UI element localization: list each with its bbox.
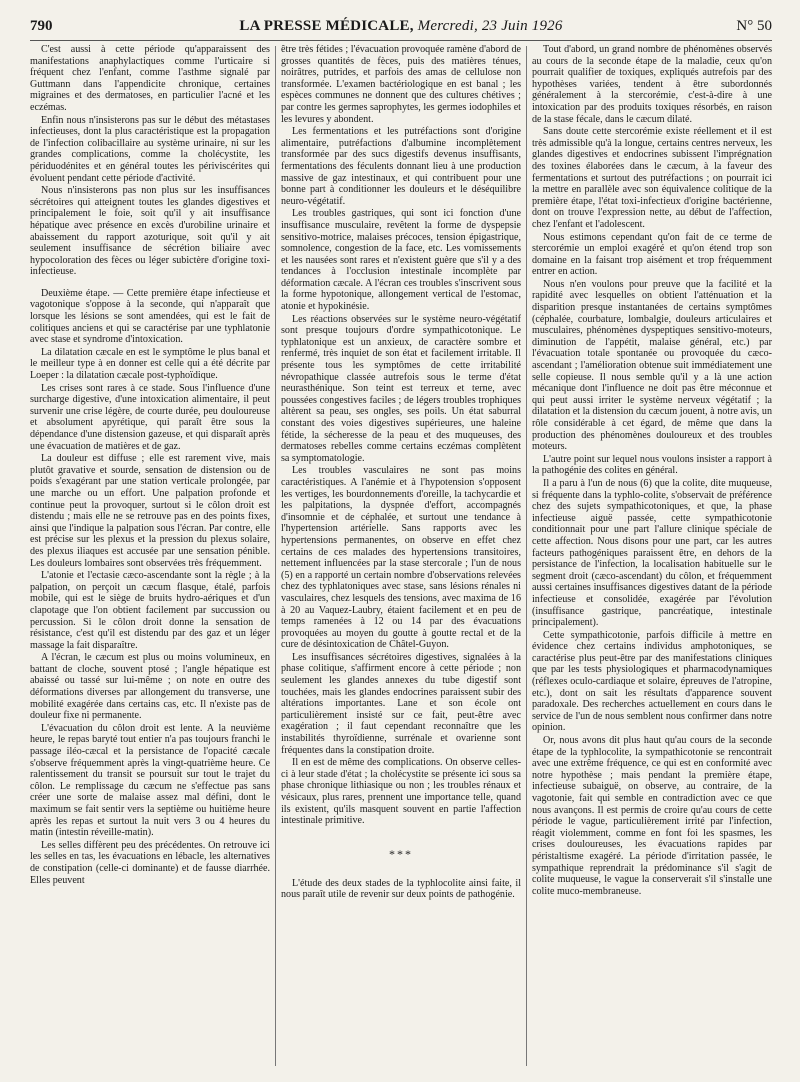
- journal-title-line: [30, 18, 772, 35]
- journal-title: LA PRESSE MÉDICALE,: [239, 18, 414, 34]
- paragraph: Les crises sont rares à ce stade. Sous l'influence d'une surcharge digestive, d'une intoxication alimentaire, il peut survenir une crise légère, de courte durée, peu douloureuse et absolument apyrétique, qui paraît être sous la dépendance d'une distension gazeuse, et qui disparaît après une évacuation de matières et de gaz.: [30, 382, 270, 452]
- paragraph: Il a paru à l'un de nous (6) que la colite, dite muqueuse, si fréquente dans la typhlo-colite, s'observait de préférence chez des sujets sympathicotoniques, et que, la phase infectieuse aiguë passée, cette sympathicotonie conditionnait pour une part l'allure clinique spéciale de cette affection. Nous disons pour une part, car les autres facteurs pathogéniques paraissent être, en dehors de la persistance de l'infection, la localisation habituelle sur le segment droit (cæco-ascendant) du côlon, et fréquemment aussi certaines insuffisances digestives datant de la période infectieuse et consolidée, exagérée par l'évolution (insuffisance gastrique, pancréatique, intestinale principalement).: [532, 477, 772, 629]
- column-divider: [526, 46, 527, 1066]
- page-header: [30, 18, 772, 40]
- paragraph: Nous estimons cependant qu'on fait de ce terme de stercorémie un emploi exagéré et qu'on étend trop son domaine en la faisant trop aisément et trop fréquemment entrer en action.: [532, 231, 772, 278]
- paragraph: L'atonie et l'ectasie cæco-ascendante sont la règle ; à la palpation, on perçoit un cæcum flasque, étalé, parfois mobile, qui est le siège de bruits hydro-aériques et d'un clapotage que l'on obtient facilement par succussion ou percussion. Si le côlon droit donne la sensation de résistance, c'est qu'il est distendu par des gaz et un léger massage la fait disparaître.: [30, 570, 270, 651]
- asterism-separator: ***: [389, 846, 413, 861]
- paragraph: être très fétides ; l'évacuation provoquée ramène d'abord de grosses quantités de fèces, puis des matières ténues, noirâtres, putrides, et parfois des amas de cellulose non transformée. L'examen bactériologique en est banal ; les espèces communes ne donnent que des cultures chétives ; par contre les germes saprophytes, les germes iodophiles et les levures y abondent.: [281, 44, 521, 125]
- paragraph: L'autre point sur lequel nous voulons insister a rapport à la pathogénie des colites en général.: [532, 453, 772, 477]
- paragraph: Les fermentations et les putréfactions sont d'origine alimentaire, putréfactions d'albumine incomplètement transformée par des sucs digestifs devenus insuffisants, fermentations des féculents donnant lieu à une production massive de gaz intestinaux, et qui contribuent pour une bonne part à conditionner les douleurs et le déséquilibre neuro-végétatif.: [281, 126, 521, 207]
- page-number: 790: [30, 18, 53, 34]
- paragraph: Les insuffisances sécrétoires digestives, signalées à la phase colitique, s'affirment encore à cette période ; non seulement les glandes annexes du tube digestif sont touchées, mais les glandes endocrines paraissent subir des altérations importantes. Lane et son école ont particulièrement insisté sur ce fait, peut-être avec exagération ; il faut cependant reconnaître que les instabilités thyroïdienne, surrénale et ovarienne sont fréquentes dans la constipation droite.: [281, 651, 521, 756]
- paragraph: L'étude des deux stades de la typhlocolite ainsi faite, il nous paraît utile de revenir sur deux points de pathogénie.: [281, 877, 521, 901]
- paragraph: La douleur est diffuse ; elle est rarement vive, mais plutôt gravative et sourde, sensation de distension ou de poids s'exagérant par une station verticale prolongée, par une marche ou un effort. Une palpation profonde et continue peut la provoquer, surtout si le côlon droit est distendu ; mais elle ne se retrouve pas en des points fixes, ainsi que l'indique la palpation sous l'écran. Par contre, elle est précise sur les plexus et la pression du plexus solaire, des plexus iliaques est accusée par une sensation pénible. Les douleurs lombaires sont observées très fréquemment.: [30, 453, 270, 569]
- section-paragraph: Deuxième étape. — Cette première étape infectieuse et vagotonique s'oppose à la seconde, qui n'apparaît que lorsque les lésions se sont amendées, qui est le fait de colitiques anciens et qui se caractérise par une typhlatonie avec stase et syndrome d'intoxication.: [30, 287, 270, 346]
- paragraph: Enfin nous n'insisterons pas sur le début des métastases infectieuses, dont la plus caractéristique est la propagation de l'infection colibacillaire au système urinaire, ni sur les grandes complications, comme la cholécystite, les périduodénites et en général toutes les périviscérites qui évoluent pendant cette période d'activité.: [30, 114, 270, 184]
- paragraph: Cette sympathicotonie, parfois difficile à mettre en évidence chez certains individus amphotoniques, se caractérise plus peut-être par des manifestations cliniques que par les tests physiologiques et pharmacodynamiques (réflexes oculo-cardiaque et solaire, épreuves de l'atropine, etc.), dont on sait les résultats d'apparence souvent paradoxale. Des recherches actuellement en cours dans le service de l'un de nous semblent nous confirmer dans notre opinion.: [532, 629, 772, 734]
- paragraph: Les réactions observées sur le système neuro-végétatif sont presque toujours d'ordre sympathicotonique. Le typhlatonique est un anxieux, de caractère sombre et renfermé, très inquiet de son état et facilement irritable. Il présente tous les symptômes de cette irritabilité névropathique classée autrefois sous le terme d'état neurasthénique. Son teint est terreux et terne, avec poussées congestives faciles ; de légers troubles trophiques altèrent sa peau, ses ongles, ses poils. Un état saburral constant des voies digestives supérieures, une haleine fétide, la sécheresse de la peau et des muqueuses, des dermatoses rebelles comme certains eczémas complètent sa symptomatologie.: [281, 313, 521, 464]
- paragraph: Les selles diffèrent peu des précédentes. On retrouve ici les selles en tas, les évacuations en lébacle, les alternatives de constipation (celle-ci dominante) et de fausse diarrhée. Elles peuvent: [30, 839, 270, 886]
- header-rule: [30, 40, 772, 41]
- issue-number: N° 50: [736, 18, 772, 34]
- text-column-1: [30, 44, 270, 1074]
- paragraph: Nous n'en voulons pour preuve que la facilité et la rapidité avec lesquelles on obtient l'atténuation et la disparition presque instantanées de certains symptômes (céphalée, courbature, lombalgie, douleurs articulaires et musculaires, phénomènes dyspeptiques sensitivo-moteurs, diminution de l'appétit, malaise général, etc.) par l'évacuation totale spontanée ou provoquée du cæco-ascendant ; l'amélioration obtenue suit immédiatement une selle copieuse. Il nous semble qu'il y a là une action mécanique dont l'influence ne doit pas être méconnue et qui peut aussi irriter le système nerveux végétatif ; la dilatation et la distension du cæcum jouent, à notre avis, un rôle considérable à cet égard, de même que dans la production des phénomènes douloureux et des troubles moteurs.: [532, 278, 772, 453]
- column-divider: [275, 46, 276, 1066]
- paragraph: Les troubles gastriques, qui sont ici fonction d'une insuffisance musculaire, revêtent la forme de dyspepsie sensitivo-motrice, malaises précoces, tension épigastrique, somnolence, congestion de la face, etc. Les vomissements et les nausées sont rares et n'existent guère que s'il y a des tendances à l'occlusion intestinale incomplète par déformation cæcale. A l'écran ces troubles s'inscrivent sous la forme hypotonique, allongement vertical de l'estomac, atonie et hypokinésie.: [281, 208, 521, 313]
- paragraph: Sans doute cette stercorémie existe réellement et il est très admissible qu'à la longue, certains centres nerveux, les glandes digestives et endocrines subissent l'imprégnation des toxines élaborées dans le cæcum, à la faveur des fermentations et surtout des putréfactions ; on pourrait ici la mettre en parallèle avec son équivalence colitique de la première étape, l'état toxi-infectieux d'origine bactérienne, dont on trouve l'expression nette, au début de l'affection, chez l'enfant et l'adolescent.: [532, 126, 772, 230]
- paragraph: Tout d'abord, un grand nombre de phénomènes observés au cours de la seconde étape de la maladie, ceux qu'on pourrait qualifier de toxiques, expliqués autrefois par des hypothèses variées, tendent à être subordonnés généralement à la stercorémie, c'est-à-dire à une intoxication par des produits toxiques résorbés, en raison de la stase fécale, dans le cæcum dilaté.: [532, 44, 772, 125]
- paragraph: Nous n'insisterons pas non plus sur les insuffisances sécrétoires qui atteignent toutes les glandes digestives et principalement le foie, soit qu'il y ait insuffisance hépatique avec présence en excès d'urobiline urinaire et abaissement du rapport azoturique, soit qu'il y ait seulement insuffisance de sécrétion biliaire avec hypocoloration des fèces ou léger subictère d'origine toxi-infectieuse.: [30, 185, 270, 278]
- issue-date: Mercredi, 23 Juin 1926: [417, 18, 563, 34]
- text-column-2: [281, 44, 521, 1074]
- paragraph: C'est aussi à cette période qu'apparaissent des manifestations anaphylactiques comme l'urticaire si fréquent chez l'enfant, comme l'asthme signalé par Guttmann dans l'appendicite chronique, certaines migraines et des dermatoses, en particulier l'acné et les eczémas.: [30, 44, 270, 113]
- paragraph: Les troubles vasculaires ne sont pas moins caractéristiques. A l'anémie et à l'hypotension s'opposent les vertiges, les bourdonnements d'oreille, la tachycardie et les palpitations, la dyspnée d'effort, accompagnés d'insomnie et de céphalée, et surtout une tendance à l'hypertension artérielle. Sans rapports avec les hypertensions permanentes, on observe en effet chez certains de ces malades des hypertensions transitoires, nettement influencées par la stase stercorale ; l'un de nous (5) en a rapporté un certain nombre d'observations relevées chez des typhlatoniques avec stase, sans lésions rénales ni vasculaires, chez lesquels des tensions, avec maxima de 16 à 20 au Vaquez-Laubry, étaient facilement et en peu de temps ramenées à 12 ou 14 par des évacuations provoquées au moyen du goutte à goutte rectal et de la cure de désintoxication de Châtel-Guyon.: [281, 465, 521, 651]
- paragraph: La dilatation cæcale en est le symptôme le plus banal et le meilleur type à en donner est celle qui a été décrite par Loeper : la dilatation cæcale post-typhoïdique.: [30, 346, 270, 382]
- paragraph: Or, nous avons dit plus haut qu'au cours de la seconde étape de la typhlocolite, la sympathicotonie se rencontrait avec une extrême fréquence, ce qui est en conformité avec notre hypothèse ; mais pendant la première étape, infectieuse subaiguë, on observe, au contraire, de la vagotonie, fait qui semble en contradiction avec ce que nous avançons. Il est permis de croire qu'au cours de cette période le vague, particulièrement irrité par l'infection, réagit violemment, comme en font foi les spasmes, les crises douloureuses, les évacuations rapides par péristaltisme exagéré. La période d'irritation passée, le sympathique reprendrait la prédominance s'il s'agit de colite muqueuse, le vague la conserverait s'il s'installe une colite muco-membraneuse.: [532, 735, 772, 897]
- text-column-3: [532, 44, 772, 1074]
- paragraph: Il en est de même des complications. On observe celles-ci à leur stade d'état ; la cholécystite se présente ici sous sa phase chronique lithiasique ou non ; les troubles rénaux et vésicaux, plus rares, prennent une importance telle, quand ils existent, qu'ils masquent souvent en partie l'affection intestinale primitive.: [281, 757, 521, 827]
- paragraph: A l'écran, le cæcum est plus ou moins volumineux, en battant de cloche, souvent ptosé ; l'angle hépatique est abaissé ou tassé sur lui-même ; on note en outre des déformations diverses par allongement du transverse, une mobilité exagérée dans certains cas, etc. Il n'existe pas de douleur fixe ni permanente.: [30, 652, 270, 722]
- paragraph: L'évacuation du côlon droit est lente. A la neuvième heure, le repas baryté tout entier n'a pas toujours franchi le passage iléo-cæcal et la persistance de l'opacité cæcale s'observe fréquemment après la vingt-quatrième heure. Ce ralentissement du transit se poursuit sur tout le trajet du côlon. Le remplissage du cæcum ne s'effectue pas sans créer une sorte de malaise assez mal défini, dont le maximum se fait sentir vers la septième ou huitième heure après les repas et surtout la nuit vers 3 ou 4 heures du matin (intestin réveille-matin).: [30, 722, 270, 839]
